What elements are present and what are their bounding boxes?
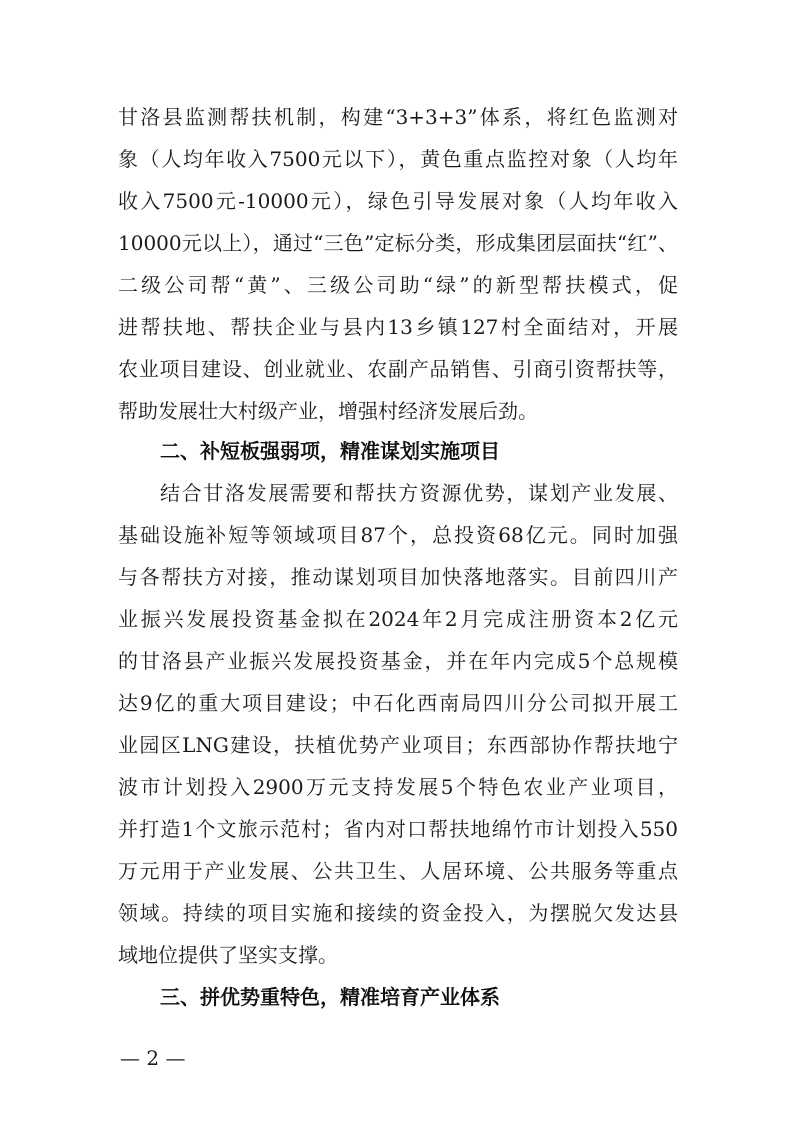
section-heading-3: 三、拼优势重特色，精准培育产业体系 — [160, 985, 500, 1009]
paragraph-1-line-2: 象（人均年收入7500元以下），黄色重点监控对象（人均年 — [118, 147, 678, 171]
section-heading-2: 二、补短板强弱项，精准谋划实施项目 — [160, 439, 500, 463]
paragraph-1-line-8: 帮助发展壮大村级产业，增强村经济发展后劲。 — [118, 399, 538, 423]
page-number: — 2 — — [120, 1046, 186, 1070]
paragraph-2-line-3: 与各帮扶方对接，推动谋划项目加快落地落实。目前四川产 — [118, 565, 678, 589]
paragraph-1-line-7: 农业项目建设、创业就业、农副产品销售、引商引资帮扶等， — [118, 357, 678, 381]
paragraph-2-line-8: 波市计划投入2900万元支持发展5个特色农业产业项目， — [118, 775, 678, 799]
paragraph-2-line-9: 并打造1个文旅示范村；省内对口帮扶地绵竹市计划投入550 — [118, 817, 678, 841]
paragraph-2-line-10: 万元用于产业发展、公共卫生、人居环境、公共服务等重点 — [118, 859, 678, 883]
paragraph-1-line-5: 二级公司帮“黄”、三级公司助“绿”的新型帮扶模式，促 — [118, 273, 678, 297]
paragraph-2-line-11: 领域。持续的项目实施和接续的资金投入，为摆脱欠发达县 — [118, 901, 678, 925]
paragraph-2-line-4: 业振兴发展投资基金拟在2024年2月完成注册资本2亿元 — [118, 607, 678, 631]
paragraph-2-line-5: 的甘洛县产业振兴发展投资基金，并在年内完成5个总规模 — [118, 649, 678, 673]
paragraph-1-line-4: 10000元以上），通过“三色”定标分类，形成集团层面扶“红”、 — [118, 231, 678, 255]
paragraph-1-line-3: 收入7500元-10000元），绿色引导发展对象（人均年收入 — [118, 189, 678, 213]
paragraph-2-line-6: 达9亿的重大项目建设；中石化西南局四川分公司拟开展工 — [118, 691, 678, 715]
paragraph-2-line-7: 业园区LNG建设，扶植优势产业项目；东西部协作帮扶地宁 — [118, 733, 678, 757]
paragraph-2-line-12: 域地位提供了坚实支撑。 — [118, 943, 338, 967]
paragraph-1-line-1: 甘洛县监测帮扶机制，构建“3+3+3”体系，将红色监测对 — [118, 105, 678, 129]
paragraph-1-line-6: 进帮扶地、帮扶企业与县内13乡镇127村全面结对，开展 — [118, 315, 678, 339]
paragraph-2-line-2: 基础设施补短等领域项目87个，总投资68亿元。同时加强 — [118, 523, 678, 547]
paragraph-2-line-1: 结合甘洛发展需要和帮扶方资源优势，谋划产业发展、 — [160, 481, 678, 505]
